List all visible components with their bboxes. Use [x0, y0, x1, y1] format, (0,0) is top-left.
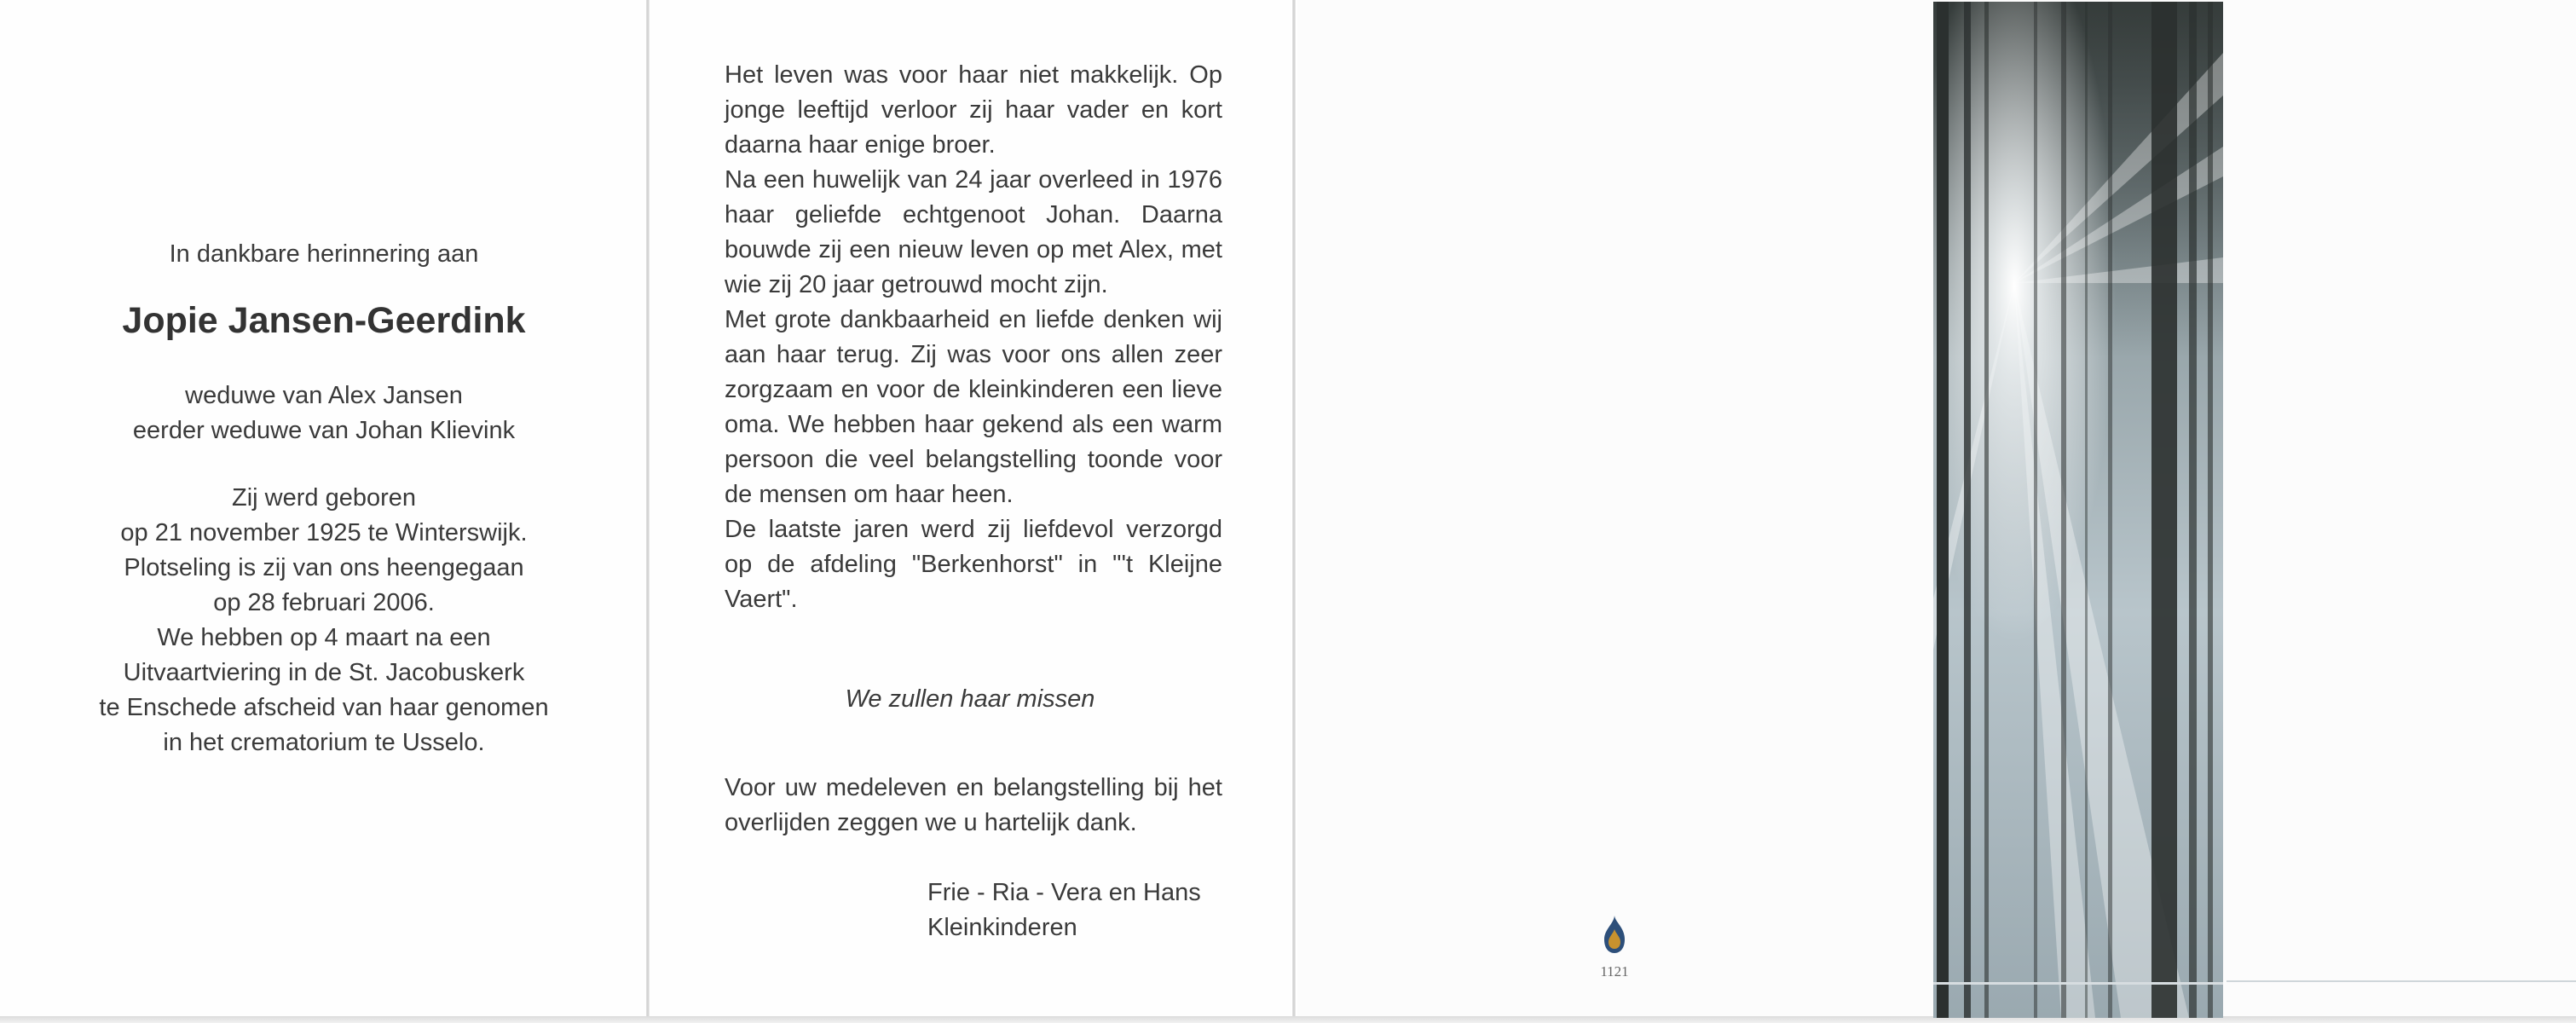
life-line: te Enschede afscheid van haar genomen [99, 694, 549, 721]
fold-divider [1292, 0, 1296, 1023]
life-line: in het crematorium te Usselo. [163, 729, 485, 756]
story-paragraph: De laatste jaren werd zij liefdevol verzorgd op de afdeling "Berkenhorst" in "'t Kleijne Vaert". [725, 516, 1222, 613]
life-line: op 28 februari 2006. [213, 589, 435, 616]
signature-line: Frie - Ria - Vera en Hans [927, 879, 1201, 906]
closing-motto: We zullen haar missen [845, 685, 1095, 713]
deceased-name: Jopie Jansen-Geerdink [122, 300, 526, 341]
flame-icon [1596, 914, 1633, 957]
widow-line: eerder weduwe van Johan Klievink [132, 417, 516, 444]
widow-line: weduwe van Alex Jansen [185, 382, 463, 409]
life-line: Uitvaartviering in de St. Jacobuskerk [123, 659, 525, 686]
story-paragraph: Met grote dankbaarheid en liefde denken wij aan haar terug. Zij was voor ons allen zeer zorgzaam en voor de kleinkinderen een lieve oma. We hebben haar gekend als een warm persoon die veel belangstelling toonde voor de mensen om haar heen. [725, 306, 1222, 508]
life-line: We hebben op 4 maart na een [157, 624, 491, 651]
signature-line: Kleinkinderen [927, 914, 1077, 941]
forest-photo [1933, 2, 2223, 1018]
story-paragraph: Het leven was voor haar niet makkelijk. Op jonge leeftijd verloor zij haar vader en kort daarna haar enige broer. [725, 61, 1222, 159]
decorative-line [2227, 980, 2576, 982]
life-details [0, 481, 648, 760]
life-story [725, 58, 1222, 617]
signatures [927, 876, 1201, 945]
widow-lines [0, 379, 648, 448]
life-line: Plotseling is zij van ons heengegaan [124, 554, 524, 581]
thanks-text: Voor uw medeleven en belangstelling bij het overlijden zeggen we u hartelijk dank. [725, 774, 1222, 836]
intro-text: In dankbare herinnering aan [169, 240, 479, 268]
life-line: op 21 november 1925 te Winterswijk. [120, 519, 528, 546]
story-paragraph: Na een huwelijk van 24 jaar overleed in 1976 haar geliefde echtgenoot Johan. Daarna bouwde zij een nieuw leven op met Alex, met wie zij 20 jaar getrouwd mocht zijn. [725, 166, 1222, 298]
card-number: 1121 [1600, 963, 1629, 980]
life-line: Zij werd geboren [232, 484, 416, 512]
